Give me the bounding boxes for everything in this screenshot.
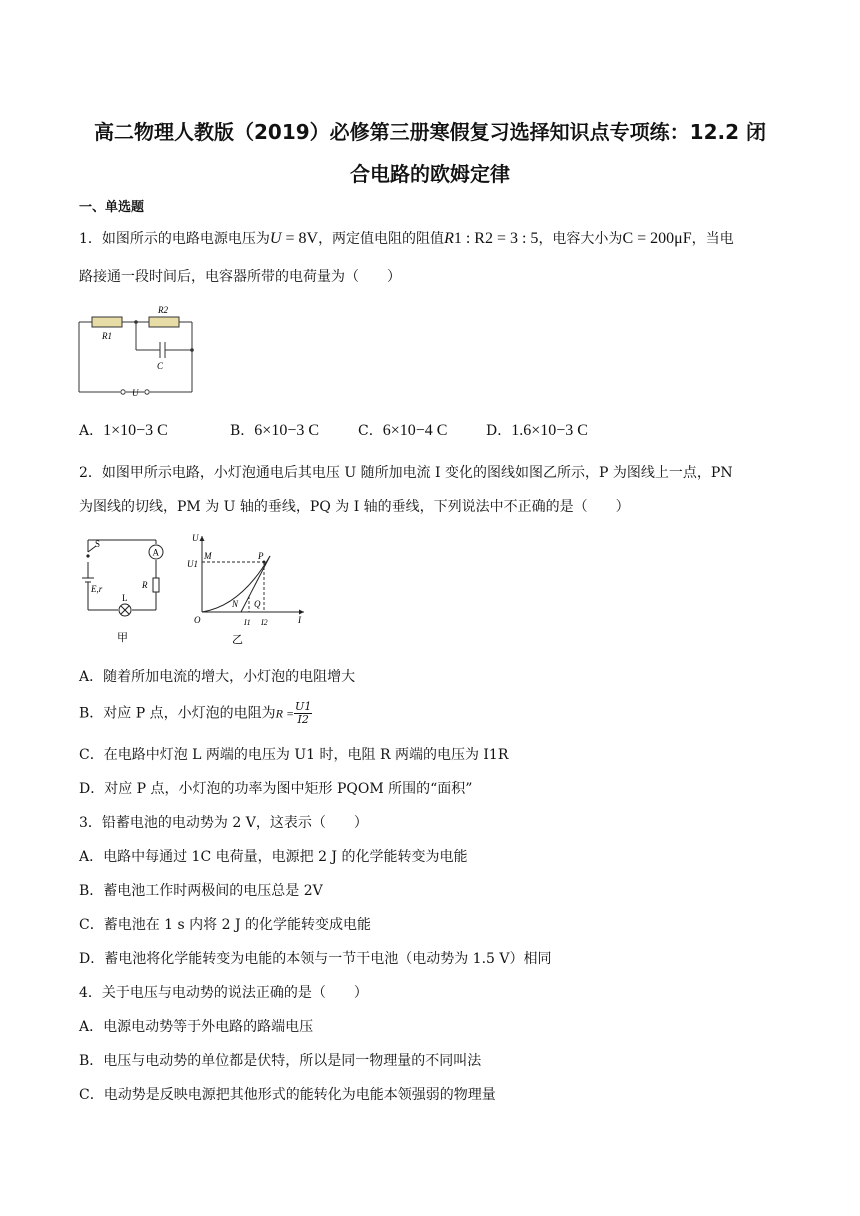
q2-resistor-label: R [142, 580, 148, 590]
q2-axis-i-label: I [298, 615, 301, 625]
q3-option-b: B．蓄电池工作时两极间的电压总是 2V [79, 883, 323, 899]
q1-ratio: 1 : R2 = 3 : 5 [453, 230, 539, 247]
q2-option-b-fraction [294, 701, 312, 726]
q1-option-d-value: 1.6×10−3 C [511, 422, 588, 439]
q2-i2-label: I2 [261, 618, 268, 627]
q2-option-b-lhs: R = [275, 706, 295, 721]
q1-stem-line-2: 路接通一段时间后，电容器所带的电荷量为（ ） [79, 269, 401, 285]
q1-circuit-diagram [74, 302, 204, 398]
q2-point-n-label: N [232, 599, 239, 609]
q1-text-b: ，两定值电阻的阻值 [318, 231, 445, 247]
q4-option-b: B．电压与电动势的单位都是伏特，所以是同一物理量的不同叫法 [79, 1053, 482, 1069]
q2-figure-a-caption: 甲 [117, 632, 128, 644]
q2-figure-b-graph [186, 528, 312, 648]
q1-label-u: U [132, 388, 139, 398]
q2-i1-label: I1 [244, 618, 251, 627]
q1-text-c: ，电容大小为 [538, 231, 623, 247]
document-title-line-2: 合电路的欧姆定律 [350, 162, 510, 186]
q1-option-b-value: 6×10−3 C [254, 422, 320, 439]
q1-option-c-value: 6×10−4 C [382, 422, 448, 439]
q1-option-a [79, 420, 168, 440]
q2-option-d: D．对应 P 点，小灯泡的功率为图中矩形 PQOM 所围的“面积” [79, 781, 473, 797]
q2-option-a: A．随着所加电流的增大，小灯泡的电阻增大 [79, 669, 356, 685]
q1-var-u: U [269, 230, 282, 247]
q1-option-d [486, 420, 588, 440]
q1-u-value: = 8V [281, 230, 319, 247]
q2-option-c: C．在电路中灯泡 L 两端的电压为 U1 时，电阻 R 两端的电压为 I1R [79, 747, 509, 763]
q2-switch-label: S [95, 539, 101, 549]
q1-option-a-letter: A． [79, 423, 104, 439]
document-title-line-1: 高二物理人教版（2019）必修第三册寒假复习选择知识点专项练：12.2 闭 [94, 120, 766, 144]
q3-stem: 3．铅蓄电池的电动势为 2 V，这表示（ ） [79, 815, 368, 831]
q3-option-c: C．蓄电池在 1 s 内将 2 J 的化学能转变成电能 [79, 917, 372, 933]
q1-option-c-letter: C． [358, 423, 383, 439]
q2-stem-line-1: 2．如图甲所示电路，小灯泡通电后其电压 U 随所加电流 I 变化的图线如图乙所示，P 为图线上一点，PN [79, 465, 733, 481]
q2-option-b-text: B．对应 P 点，小灯泡的电阻为 [79, 705, 276, 722]
q1-text-d: ，当电 [691, 231, 734, 247]
q1-stem-line-1 [79, 228, 734, 248]
q1-label-c: C [157, 361, 164, 371]
q1-capacitance: C = 200μF [622, 230, 692, 247]
q2-figure-b-caption: 乙 [232, 634, 243, 646]
q1-label-r1: R1 [102, 331, 112, 341]
q1-option-d-letter: D． [486, 423, 512, 439]
section-heading: 一、单选题 [79, 200, 145, 215]
q2-point-q-label: Q [254, 599, 261, 609]
q2-ammeter-label: A [152, 547, 159, 558]
q2-origin-label: O [194, 615, 201, 625]
q2-u1-label: U1 [187, 559, 198, 569]
q2-axis-u-label: U [192, 533, 199, 543]
q4-stem: 4．关于电压与电动势的说法正确的是（ ） [79, 985, 368, 1001]
q2-option-b [79, 701, 312, 726]
q1-option-b-letter: B． [230, 423, 255, 439]
q1-var-r: R [444, 230, 454, 247]
q2-emf-label: E,r [91, 584, 103, 594]
q2-fraction-numerator: U1 [295, 700, 312, 713]
q1-option-a-value: 1×10−3 C [103, 422, 168, 439]
q2-stem-line-2: 为图线的切线，PM 为 U 轴的垂线，PQ 为 I 轴的垂线，下列说法中不正确的是（ ） [79, 499, 630, 515]
q1-text-a: 1．如图所示的电路电源电压为 [79, 231, 270, 247]
q2-fraction-denominator: I2 [297, 713, 309, 726]
q1-option-c [358, 420, 447, 440]
q4-option-c: C．电动势是反映电源把其他形式的能转化为电能本领强弱的物理量 [79, 1087, 496, 1103]
q1-option-b [230, 420, 319, 440]
q2-point-m-label: M [204, 551, 212, 561]
q3-option-a: A．电路中每通过 1C 电荷量，电源把 2 J 的化学能转变为电能 [79, 849, 468, 865]
q2-lamp-label: L [122, 593, 128, 603]
q2-point-p-label: P [258, 551, 264, 561]
q3-option-d: D．蓄电池将化学能转变为电能的本领与一节干电池（电动势为 1.5 V）相同 [79, 951, 552, 967]
q4-option-a: A．电源电动势等于外电路的路端电压 [79, 1019, 314, 1035]
q2-figure-a-circuit [78, 530, 170, 646]
q1-label-r2: R2 [158, 305, 168, 315]
